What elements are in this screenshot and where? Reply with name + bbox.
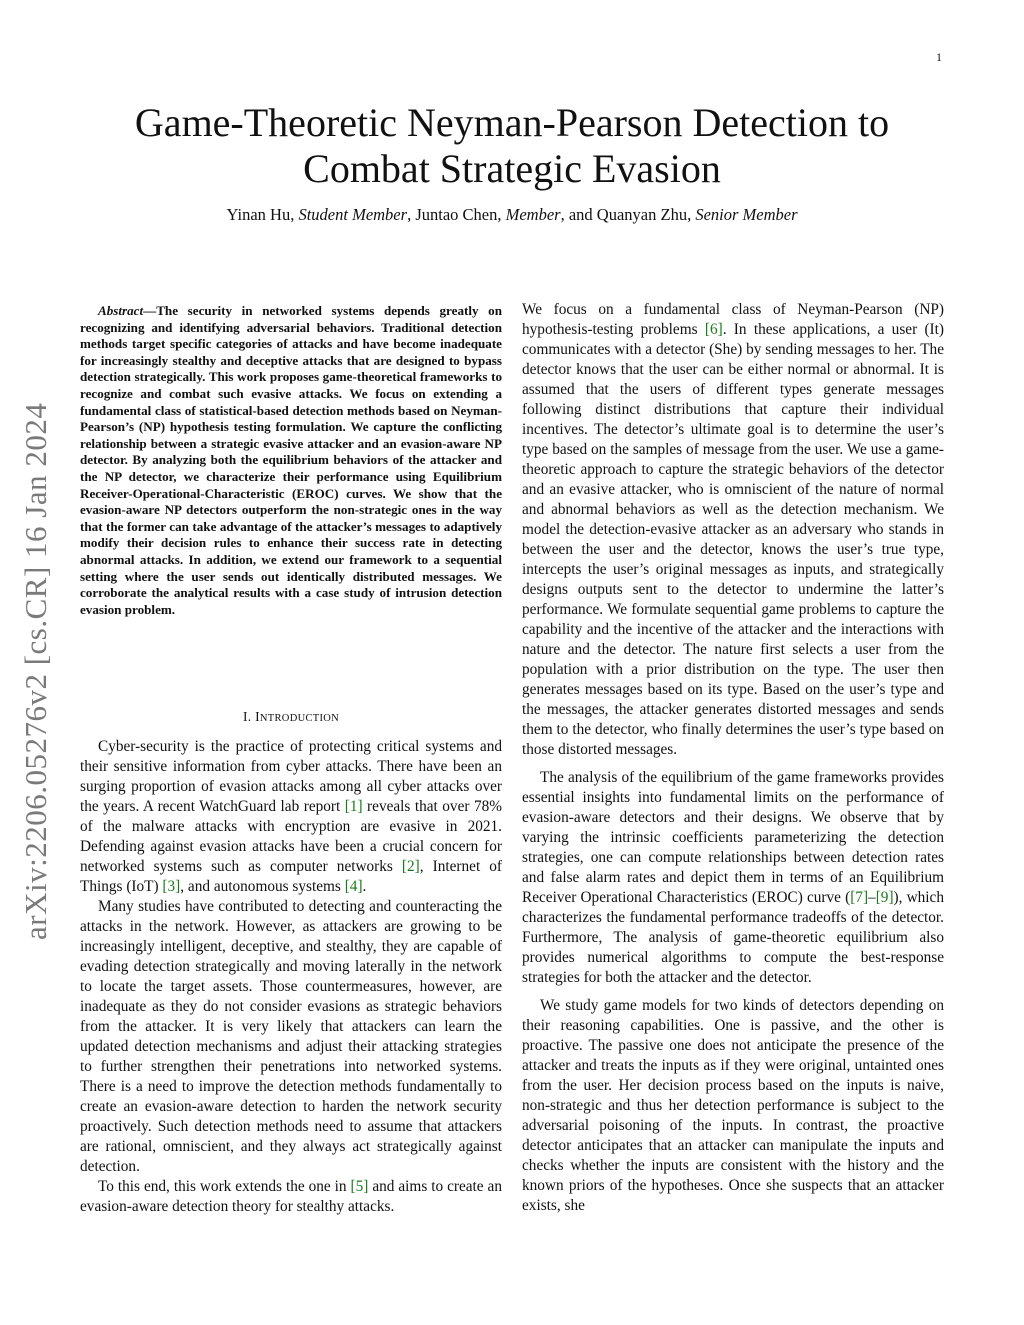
arxiv-identifier-stamp: arXiv:2206.05276v2 [cs.CR] 16 Jan 2024 bbox=[18, 402, 53, 940]
section-heading-introduction bbox=[80, 709, 502, 725]
text-run: . In these applications, a user (It) communicates with a detector (She) by sending messages to her. The detector knows that the user can be either normal or abnormal. It is assumed that the users of different types generate messages following distinct distributions that capture their individual incentives. The detector’s ultimate goal is to determine the user’s type based on the samples of message from the user. We use a game-theoretic approach to capture the strategic behaviors of the detector and an evasive attacker, who is omniscient of the nature of normal and abnormal behaviors as well as the detection mechanism. We model the detection-evasive attacker as an adversary who stands in between the user and the detector, knows the user’s true type, intercepts the user’s original messages as inputs, and strategically designs outputs sent to the detector to undermine the latter’s performance. We formulate sequential game problems to capture the capability and the incentive of the attacker and the interactions with nature and the detector. The nature first selects a user from the population with a prior distribution on the type. The user then generates messages based on its type. Based on the user’s type and the messages, the attacker generates distorted messages and sends them to the detector, who finally determines the user’s type based on those distorted messages. bbox=[522, 321, 944, 758]
text-run: To this end, this work extends the one in bbox=[98, 1178, 351, 1195]
introduction-right-column bbox=[522, 300, 944, 1216]
paper-title-line-2: Combat Strategic Evasion bbox=[303, 146, 721, 191]
text-run: We focus on a fundamental class of Neyman-Pearson (NP) hypothesis-testing problems bbox=[522, 301, 944, 338]
citation-link[interactable]: [1] bbox=[344, 798, 363, 815]
section-numeral: I. bbox=[242, 709, 256, 724]
text-run: reveals that over 78% of the malware attacks with encryption are evasive in 2021. Defending against evasion attacks have been a crucial concern for networked systems such as computer networks bbox=[80, 798, 502, 875]
separator: , and bbox=[560, 205, 597, 224]
intro-paragraph-2: Many studies have contributed to detecting and counteracting the attacks in the network. However, as attackers are growing to be increasingly intelligent, deceptive, and stealthy, they are capable of evading detection strategically and moving laterally in the network to locate the target assets. Those countermeasures, however, are inadequate as they do not consider evasions as strategic behaviors from the attacker. It is very likely that attackers can learn the updated detection mechanisms and adjust their attacking strategies to further strengthen their penetrations into networked systems. There is a need to improve the detection methods fundamentally to create an evasion-aware detection to harden the network security proactively. Such detection methods need to assume that attackers are rational, omniscient, and they always act strategically against detection. bbox=[80, 898, 502, 1175]
author-name: Yinan Hu bbox=[226, 205, 291, 224]
citation-link[interactable]: [2] bbox=[401, 858, 420, 875]
introduction-left-column bbox=[80, 737, 502, 1217]
abstract bbox=[80, 303, 502, 618]
author-role: Senior Member bbox=[695, 205, 798, 224]
separator: , bbox=[687, 205, 696, 224]
abstract-text: The security in networked systems depends greatly on recognizing and identifying adversarial behaviors. Traditional detection methods target specific categories of attacks and have become inadequate for increasingly stealthy and deceptive attacks that are designed to bypass detection strategically. This work proposes game-theoretical frameworks to recognize and combat such evasive attacks. We focus on extending a fundamental class of statistical-based detection methods based on Neyman-Pearson’s (NP) hypothesis testing formulation. We capture the conflicting relationship between a strategic evasive attacker and an evasion-aware NP detector. By analyzing both the equilibrium behaviors of the attacker and the NP detector, we characterize their performance using Equilibrium Receiver-Operational-Characteristic (EROC) curves. We show that the evasion-aware NP detectors outperform the non-strategic ones in the way that the former can take advantage of the attacker’s messages to adaptively modify their decision rules to enhance their success rate in detecting abnormal attacks. In addition, we extend our framework to a sequential setting where the user sends out identically distributed messages. We corroborate the analytical results with a case study of intrusion detection evasion problem. bbox=[80, 303, 502, 617]
citation-link[interactable]: [5] bbox=[350, 1178, 369, 1195]
author-role: Student Member bbox=[298, 205, 408, 224]
paper-title-line-1: Game-Theoretic Neyman-Pearson Detection to bbox=[134, 100, 890, 145]
citation-link[interactable]: [3] bbox=[162, 878, 181, 895]
text-run: ), which characterizes the fundamental performance tradeoffs of the detector. Furthermore, The analysis of game-theoretic equilibrium also provides numerical algorithms to compute the best-response strategies for both the attacker and the detector. bbox=[522, 889, 944, 986]
page-number: 1 bbox=[936, 50, 942, 64]
separator: , bbox=[407, 205, 416, 224]
text-run: , and autonomous systems bbox=[180, 878, 345, 895]
text-run: – bbox=[868, 889, 876, 906]
citation-link[interactable]: [4] bbox=[344, 878, 363, 895]
author-name: Juntao Chen bbox=[415, 205, 498, 224]
text-run: , Internet of Things (IoT) bbox=[80, 858, 502, 895]
text-run: The analysis of the equilibrium of the game frameworks provides essential insights into fundamental limits on the performance of evasion-aware detectors and their designs. We observe that by varying the intrinsic coefficients parameterizing the detection strategies, one can compute relationships between detection rates and false alarm rates and depict them in terms of an Equilibrium Receiver Operational Characteristics (EROC) curve ( bbox=[522, 769, 944, 906]
separator: , bbox=[497, 205, 506, 224]
abstract-label: Abstract bbox=[98, 303, 144, 318]
section-title-initial: I bbox=[255, 709, 260, 724]
citation-link[interactable]: [7] bbox=[850, 889, 869, 906]
intro-paragraph-1 bbox=[80, 737, 502, 897]
intro-paragraph-3 bbox=[80, 1177, 502, 1217]
text-run: . bbox=[362, 878, 367, 895]
abstract-dash: — bbox=[143, 303, 157, 318]
author-list bbox=[80, 205, 944, 225]
citation-link[interactable]: [9] bbox=[875, 889, 894, 906]
text-run: Cyber-security is the practice of protecting critical systems and their sensitive information from cyber attacks. There have been an surging proportion of evasion attacks among all cyber attacks over the years. A recent WatchGuard lab report bbox=[80, 738, 502, 815]
citation-link[interactable]: [6] bbox=[704, 321, 723, 338]
intro-paragraph-4 bbox=[522, 300, 944, 760]
text-run: and aims to create an evasion-aware detection theory for stealthy attacks. bbox=[80, 1178, 502, 1215]
intro-paragraph-5 bbox=[522, 768, 944, 988]
intro-paragraph-6: We study game models for two kinds of detectors depending on their reasoning capabilities. One is passive, and the other is proactive. The passive one does not anticipate the presence of the attacker and treats the inputs as if they were original, untainted ones from the user. Her decision process based on the inputs is naive, non-strategic and thus her detection performance is subject to the adversarial poisoning of the inputs. In contrast, the proactive detector anticipates that an attacker can manipulate the inputs and checks whether the inputs are consistent with the history and the known priors of the hypotheses. Once she suspects that an attacker exists, she bbox=[522, 997, 944, 1214]
author-name: Quanyan Zhu bbox=[596, 205, 688, 224]
paper-title bbox=[80, 100, 944, 192]
section-title-rest: NTRODUCTION bbox=[259, 713, 340, 724]
separator: , bbox=[290, 205, 299, 224]
author-role: Member bbox=[505, 205, 561, 224]
